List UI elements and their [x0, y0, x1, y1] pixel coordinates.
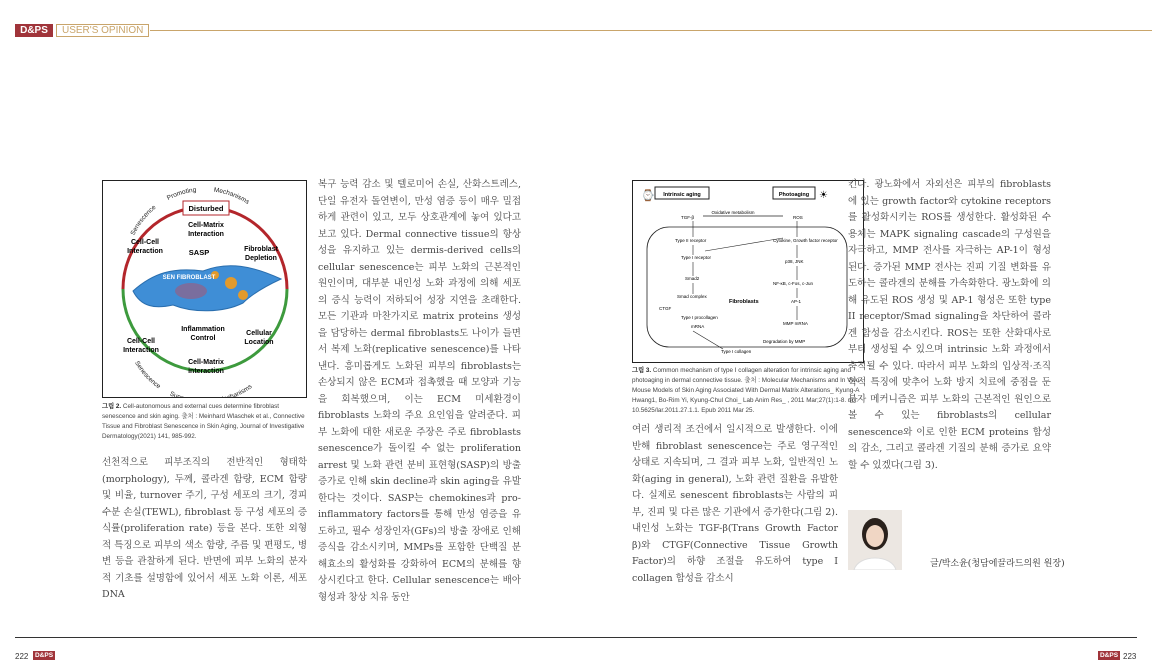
body-column-1 — [102, 455, 307, 604]
sasp-particle — [238, 290, 248, 300]
degradation-label: Degradation by MMP — [763, 339, 806, 344]
page-number-right: 223 — [1123, 652, 1137, 661]
promoting-label-3: Mechanisms — [213, 186, 251, 206]
footer-rule-left — [15, 637, 577, 638]
figure-3 — [632, 180, 864, 363]
inflammation-label: Inflammation — [181, 326, 225, 333]
header-rule — [150, 30, 1152, 31]
smad-complex-label: Smad complex — [677, 294, 707, 299]
col2-paragraph: 복구 능력 감소 및 텔로미어 손실, 산화스트레스, 단일 유전자 돌연변이, 만성 염증 등이 매우 밀접하게 관련이 있고, 모두 상호관계에 놓여 있다고 보고 있다. Dermal connective tissue의 항상성을 유지하고 있는 dermis-derived cells의 cellular senescence는 피부 노화의 근본적인 원인이며, 대부분 내인성 노화 과정에 의해 세포의 증식 능력이 저하되어 성장 지연을 초래한다. 모든 기관과 마찬가지로 matrix proteins 생성을 담당하는 dermal fibroblasts도 나이가 들면서 복제 노화(replicative senescence)를 나타낸다. 흥미롭게도 노화된 피부의 fibroblasts는 손상되지 않은 ECM과 접촉했을 때 모양과 기능을 회복했으며, 이는 ECM 미세환경이 fibroblasts 노화의 주요 요인임을 알려준다. 피부 노화에 대한 새로운 주장은 주로 fibroblasts senescence가 돌이킬 수 없는 proliferation arrest 및 노화 관련 분비 표현형(SASP)의 방출 증가로 인해 skin decline과 skin aging을 유발한다는 것이다. SASP는 chemokines과 pro-inflammatory factors를 통해 만성 염증을 유도하고, 필수 성장인자(GFs)의 방출 장애로 인해 증식을 감소시키며, MMPs를 포함한 단백질 분해효소의 활성화를 강화하여 ECM의 분해를 향상시킨다고 한다. Cellular senescence는 배아 형성과 창상 치유 동안 — [318, 179, 521, 603]
figure-3-diagram — [633, 181, 863, 362]
inhibit-line — [705, 238, 783, 251]
col1-paragraph: 선천적으로 피부조직의 전반적인 형태학(morphology), 두께, 콜라겐 함량, ECM 함량 및 비율, turnover 주기, 구성 세포의 크기, 경피 수분 손실(TEWL), fibroblast 등 구성 세포의 증식률(proliferation rate) 등을 본다. 또한 외형적 특징으로 피부의 색소 함량, 주름 및 편평도, 병변 등을 관찰하게 된다. 반면에 피부 노화의 분자적 기초를 설명함에 있어서 세포 노화 이론, 세포 DNA — [102, 457, 307, 600]
procollagen-label: Type I procollagen — [681, 315, 718, 320]
cell-matrix-top: Cell-Matrix — [188, 222, 224, 229]
cellular-location-b: Location — [244, 339, 274, 346]
ctgf-label: CTGF — [659, 306, 672, 311]
col3-paragraph: 여러 생리적 조건에서 일시적으로 발생한다. 이에 반해 fibroblast senescence는 주로 영구적인 상태로 지속되며, 그 결과 피부 노화, 일반적인 노화(aging in general), 노화 관련 질환을 유발한다. 실제로 senescent fibroblasts는 사람의 피부, 진피 및 다른 많은 기관에서 증가한다(그림 2). 내인성 노화는 TGF-β(Trans Growth Factor β)와 CTGF(Connective Tissue Growth Factor)의 하향 조절을 유도하여 type I collagen 합성을 감소시 — [632, 424, 838, 584]
mmp-mrna-label: MMP mRNA — [783, 321, 808, 326]
figure-3-caption-title: 그림 3. — [632, 367, 652, 374]
svg-text:Senescence — [130, 204, 158, 237]
figure-2-caption-title: 그림 2. — [102, 403, 122, 410]
figure-3-caption-text: Common mechanism of type I collagen alteration for intrinsic aging and photoaging in dermal connective tissue. 출처 : Molecular Mechanisms and In Vivo Mouse Models of Skin Aging Associated With Dermal Matrix Alterations_ Kyung-A Hwang1, Bo-Rim Yi, Kyung-Chul Choi_ Lab Anim Res_ , 2011 Mar;27(1):1-8. doi: 10.5625/lar.2011.27.1.1. Epub 2011 Mar 25. — [632, 367, 860, 414]
sun-icon: ☀ — [819, 190, 828, 201]
mrna-label: mRNA — [691, 324, 705, 329]
clock-icon: ⌚ — [641, 190, 655, 202]
footer-rule-right — [577, 637, 1137, 638]
author-photo — [848, 510, 902, 570]
cell-cell-bottom-b: Interaction — [123, 347, 159, 354]
nucleus — [175, 283, 207, 299]
fibroblasts-label: Fibroblasts — [729, 299, 759, 305]
fibroblast-depletion-b: Depletion — [245, 255, 277, 262]
fibroblast-cell-shape — [133, 266, 281, 311]
figure-3-caption — [632, 366, 864, 416]
oxidative-label: Oxidative metabolism — [711, 210, 755, 215]
flow-arrow — [693, 331, 723, 349]
body-column-2 — [318, 177, 521, 606]
cellular-location: Cellular — [246, 330, 272, 337]
page-number-left: 222 — [15, 652, 29, 661]
footer-logo-left: D&PS — [34, 652, 54, 659]
cell-matrix-top-b: Interaction — [188, 231, 224, 238]
figure-2-diagram — [103, 181, 306, 397]
type1-label: Type I receptor — [681, 255, 712, 260]
figure-2-caption — [102, 402, 307, 442]
footer-logo-right: D&PS — [1099, 652, 1119, 659]
tgfb-label: TGF-β — [681, 215, 695, 220]
section-title: USER'S OPINION — [56, 24, 149, 37]
smad2-label: Smad2 — [685, 276, 700, 281]
figure-2-caption-text: Cell-autonomous and external cues determine fibroblast senescence and skin aging. 출처 : Meinhard Wlaschek et al., Connective Tissue and Fibroblast Senescence in Skin Aging, Journal of Investigative Dermatology(2021) 141, 985-992. — [102, 403, 305, 440]
cytokine-label: Cytokine, Growth factor receptor — [773, 238, 838, 243]
cell-cell-top: Cell-Cell — [130, 239, 160, 246]
type2-label: Type II receptor — [675, 238, 707, 243]
sasp-particle — [225, 277, 237, 289]
cell-matrix-bottom-b: interaction — [188, 368, 224, 375]
promoting-label-1: Senescence — [129, 203, 158, 237]
disturbed-label: Disturbed — [188, 204, 224, 213]
svg-text:Suppressing — [168, 390, 204, 397]
svg-text:Senescence — [133, 360, 162, 391]
body-column-3 — [632, 422, 838, 587]
col4-paragraph: 킨다. 광노화에서 자외선은 피부의 fibroblasts에 있는 growth factor와 cytokine receptors를 활성화시키는 ROS를 생성한다. 활성화된 수용체는 MAPK signaling cascade의 구성원을 자극하고, MMP 전사를 자극하는 AP-1이 형성된다. 증가된 MMP 전사는 진피 기질 변화를 유도하는 콜라겐의 분해를 가속화한다. 광노화에 의해 유도된 ROS 생성 및 AP-1 형성은 또한 type II receptor/Smad signaling을 차단하여 콜라겐 합성을 감소시킨다. ROS는 또한 산화대사로부터 생성될 수 있으며 intrinsic 노화 과정에서 축적될 수 있다. 따라서 피부 노화의 입상적·조직학적 특징에 맞추어 노화 방지 치료에 중점을 둔 분자 메커니즘은 피부 노화의 근본적인 원인으로 볼 수 있는 fibroblasts의 cellular senescence와 이로 인한 ECM proteins 합성의 감소, 그리고 콜라겐 기질의 분해 증가로 요약할 수 있겠다(그림 3). — [848, 179, 1051, 471]
intrinsic-label: Intrinsic aging — [663, 192, 701, 198]
cell-cell-top-b: Interaction — [127, 248, 163, 255]
author-byline: 글/박소윤(청담에끌라드의원 원장) — [930, 559, 1065, 569]
fibroblast-depletion: Fibroblast — [244, 246, 278, 253]
suppressing-label-3: hanisms — [229, 383, 254, 397]
body-column-4 — [848, 177, 1051, 474]
ap1-label: AP-1 — [791, 299, 802, 304]
figure-2 — [102, 180, 307, 398]
cell-cell-bottom: Cell-Cell — [126, 338, 156, 345]
inflammation-label-b: Control — [190, 335, 216, 342]
promoting-label-2: Promoting — [165, 186, 197, 202]
p38-label: p38, JNK — [785, 259, 804, 264]
suppressing-label-1: Senescence — [133, 359, 162, 391]
sen-fibroblast-label: SEN FIBROBLAST — [162, 275, 216, 281]
svg-text:Mechanisms — [218, 383, 254, 397]
collagen-label: Type I collagen — [721, 349, 752, 354]
fibroblast-boundary — [647, 227, 847, 347]
sasp-label: SASP — [188, 248, 210, 257]
suppressing-label-2: Su — [168, 390, 179, 397]
nfkb-label: NF-κB, c-Fos, c-Jun — [773, 281, 814, 286]
ros-label: ROS — [793, 215, 803, 220]
magazine-logo: D&PS — [15, 24, 53, 37]
cell-matrix-bottom: Cell-Matrix — [188, 359, 224, 366]
svg-text:Promoting — [166, 187, 197, 202]
photoaging-label: Photoaging — [778, 192, 810, 198]
